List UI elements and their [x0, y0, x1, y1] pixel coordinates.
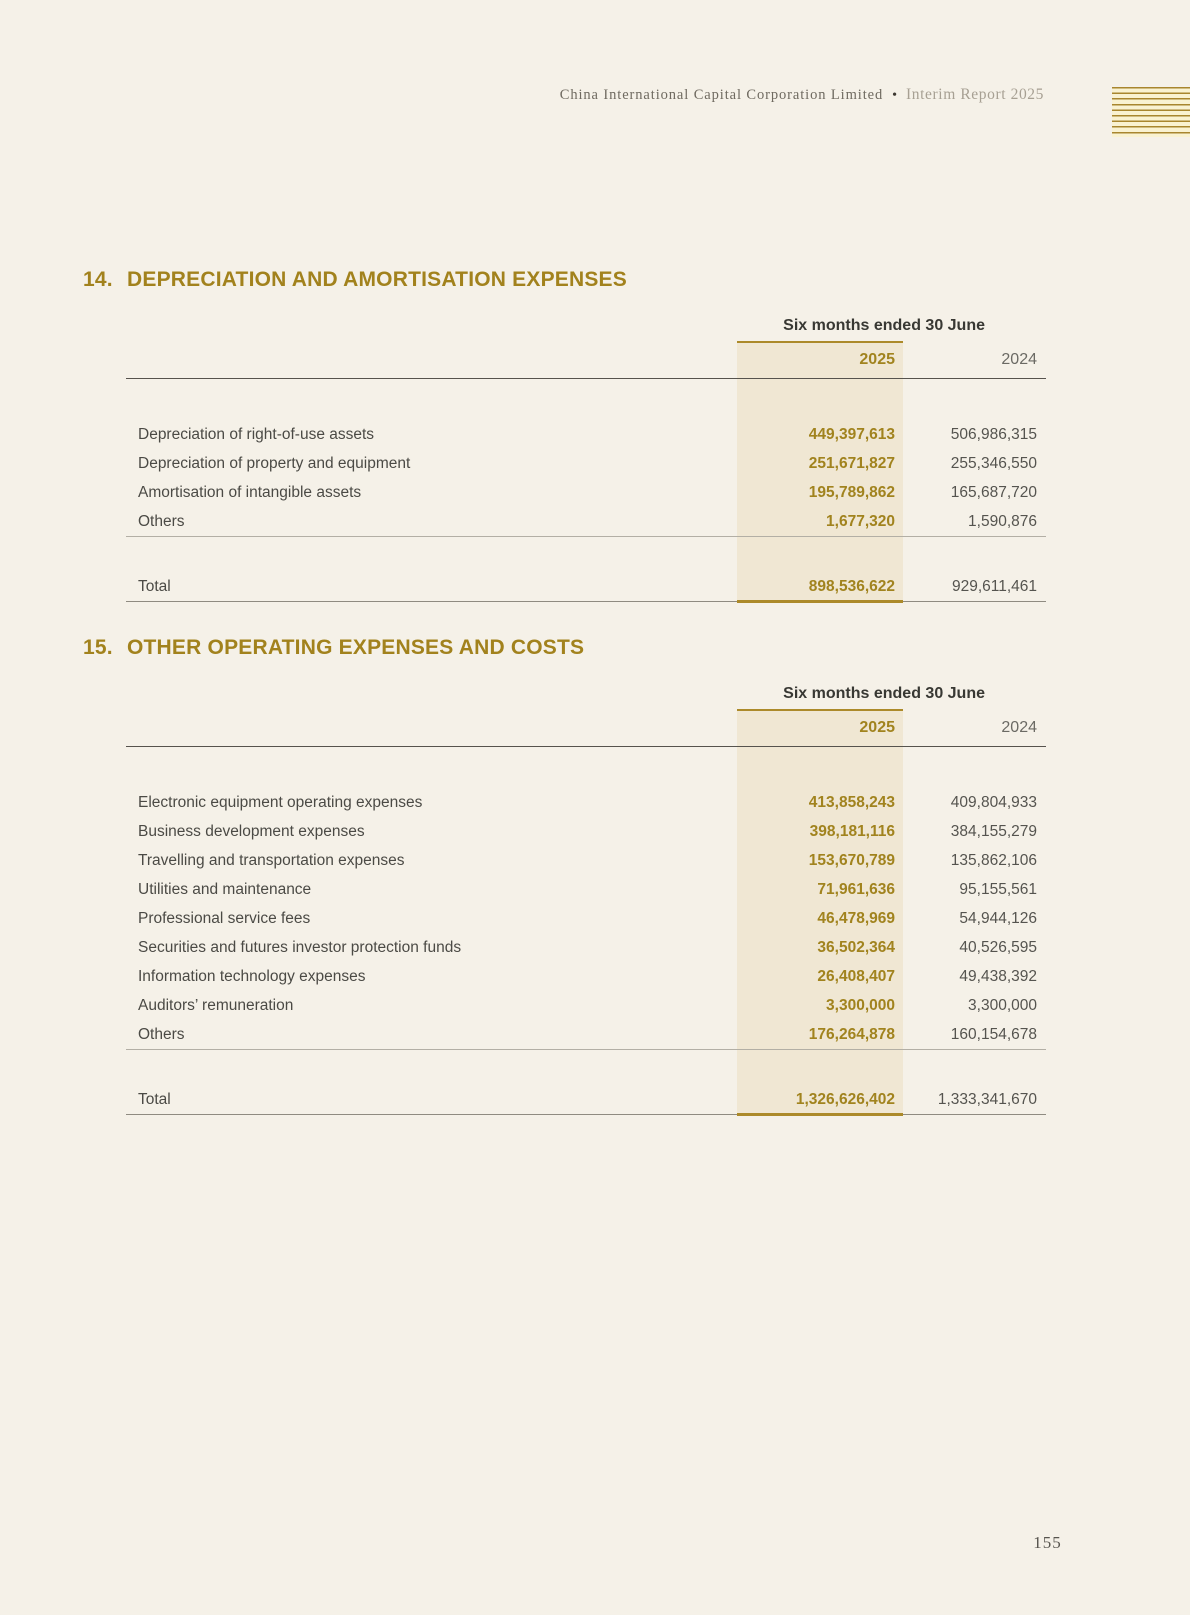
total-value-2025: 898,536,622	[808, 577, 895, 595]
row-value-2024: 165,687,720	[950, 483, 1037, 501]
company-name: China International Capital Corporation Limited	[559, 87, 884, 103]
row-label: Travelling and transportation expenses	[138, 851, 405, 869]
total-value-2025: 1,326,626,402	[795, 1090, 895, 1108]
other-operating-expenses-table	[126, 683, 1046, 1115]
row-value-2024: 409,804,933	[950, 793, 1037, 811]
section-number: 14.	[83, 268, 113, 291]
row-value-2025: 3,300,000	[826, 996, 895, 1014]
table-row	[126, 478, 1046, 507]
total-block	[126, 1049, 1046, 1114]
row-label: Depreciation of right-of-use assets	[138, 425, 375, 443]
row-value-2024: 506,986,315	[950, 425, 1037, 443]
row-label: Depreciation of property and equipment	[138, 454, 411, 472]
row-value-2024: 1,590,876	[968, 512, 1037, 530]
total-label: Total	[138, 577, 171, 595]
table-row	[126, 875, 1046, 904]
table-row	[126, 846, 1046, 875]
table-row	[126, 962, 1046, 991]
row-label: Information technology expenses	[138, 967, 366, 985]
row-value-2024: 255,346,550	[950, 454, 1037, 472]
row-value-2025: 251,671,827	[808, 454, 895, 472]
section-number: 15.	[83, 636, 113, 659]
table-row	[126, 449, 1046, 478]
table-row	[126, 904, 1046, 933]
row-value-2025: 36,502,364	[817, 938, 895, 956]
report-title: Interim Report 2025	[906, 86, 1044, 103]
row-value-2024: 54,944,126	[959, 909, 1037, 927]
section-title: DEPRECIATION AND AMORTISATION EXPENSES	[127, 268, 627, 291]
total-row	[126, 572, 1046, 601]
row-value-2024: 49,438,392	[959, 967, 1037, 985]
row-value-2024: 160,154,678	[950, 1025, 1037, 1043]
total-block	[126, 536, 1046, 601]
row-value-2025: 71,961,636	[817, 880, 895, 898]
column-header-2024: 2024	[1001, 718, 1037, 736]
column-header-2024: 2024	[1001, 350, 1037, 368]
table-row	[126, 991, 1046, 1020]
header-bullet-separator: •	[892, 88, 898, 103]
row-value-2024: 135,862,106	[950, 851, 1037, 869]
row-label: Professional service fees	[138, 909, 311, 927]
table-spanner-header: Six months ended 30 June	[783, 317, 985, 334]
column-header-2025: 2025	[859, 350, 895, 368]
table-body	[126, 378, 1046, 536]
row-value-2025: 46,478,969	[817, 909, 895, 927]
total-label: Total	[138, 1090, 171, 1108]
page-number: 155	[1033, 1533, 1062, 1552]
depreciation-amortisation-table	[126, 315, 1046, 602]
table-row	[126, 507, 1046, 536]
section-title: OTHER OPERATING EXPENSES AND COSTS	[127, 636, 585, 659]
row-value-2025: 449,397,613	[808, 425, 895, 443]
row-label: Utilities and maintenance	[138, 880, 312, 898]
row-label: Business development expenses	[138, 822, 365, 840]
row-value-2025: 26,408,407	[817, 967, 895, 985]
year-header-row	[126, 709, 1046, 746]
row-value-2024: 384,155,279	[950, 822, 1037, 840]
section-heading-15	[83, 636, 584, 660]
row-value-2024: 40,526,595	[959, 938, 1037, 956]
table-row	[126, 1020, 1046, 1049]
row-label: Others	[138, 1025, 185, 1043]
table-row	[126, 933, 1046, 962]
row-value-2025: 153,670,789	[808, 851, 895, 869]
section-heading-14	[83, 268, 627, 292]
row-label: Auditors’ remuneration	[138, 996, 294, 1014]
row-value-2025: 413,858,243	[808, 793, 895, 811]
table-spanner-header: Six months ended 30 June	[783, 685, 985, 702]
row-label: Electronic equipment operating expenses	[138, 793, 423, 811]
row-value-2024: 95,155,561	[959, 880, 1037, 898]
gold-stripes-decoration	[1112, 87, 1190, 137]
row-value-2025: 195,789,862	[808, 483, 895, 501]
year-header-row	[126, 341, 1046, 378]
total-value-2024: 1,333,341,670	[937, 1090, 1037, 1108]
table-row	[126, 788, 1046, 817]
row-label: Securities and futures investor protection funds	[138, 938, 462, 956]
table-row	[126, 817, 1046, 846]
row-value-2025: 1,677,320	[826, 512, 895, 530]
table-row	[126, 420, 1046, 449]
row-value-2024: 3,300,000	[968, 996, 1037, 1014]
row-label: Amortisation of intangible assets	[138, 483, 362, 501]
total-value-2024: 929,611,461	[951, 577, 1037, 595]
running-header	[0, 86, 1044, 104]
column-header-2025: 2025	[859, 718, 895, 736]
row-label: Others	[138, 512, 185, 530]
total-row	[126, 1085, 1046, 1114]
row-value-2025: 398,181,116	[809, 822, 895, 840]
table-body	[126, 746, 1046, 1049]
row-value-2025: 176,264,878	[808, 1025, 895, 1043]
